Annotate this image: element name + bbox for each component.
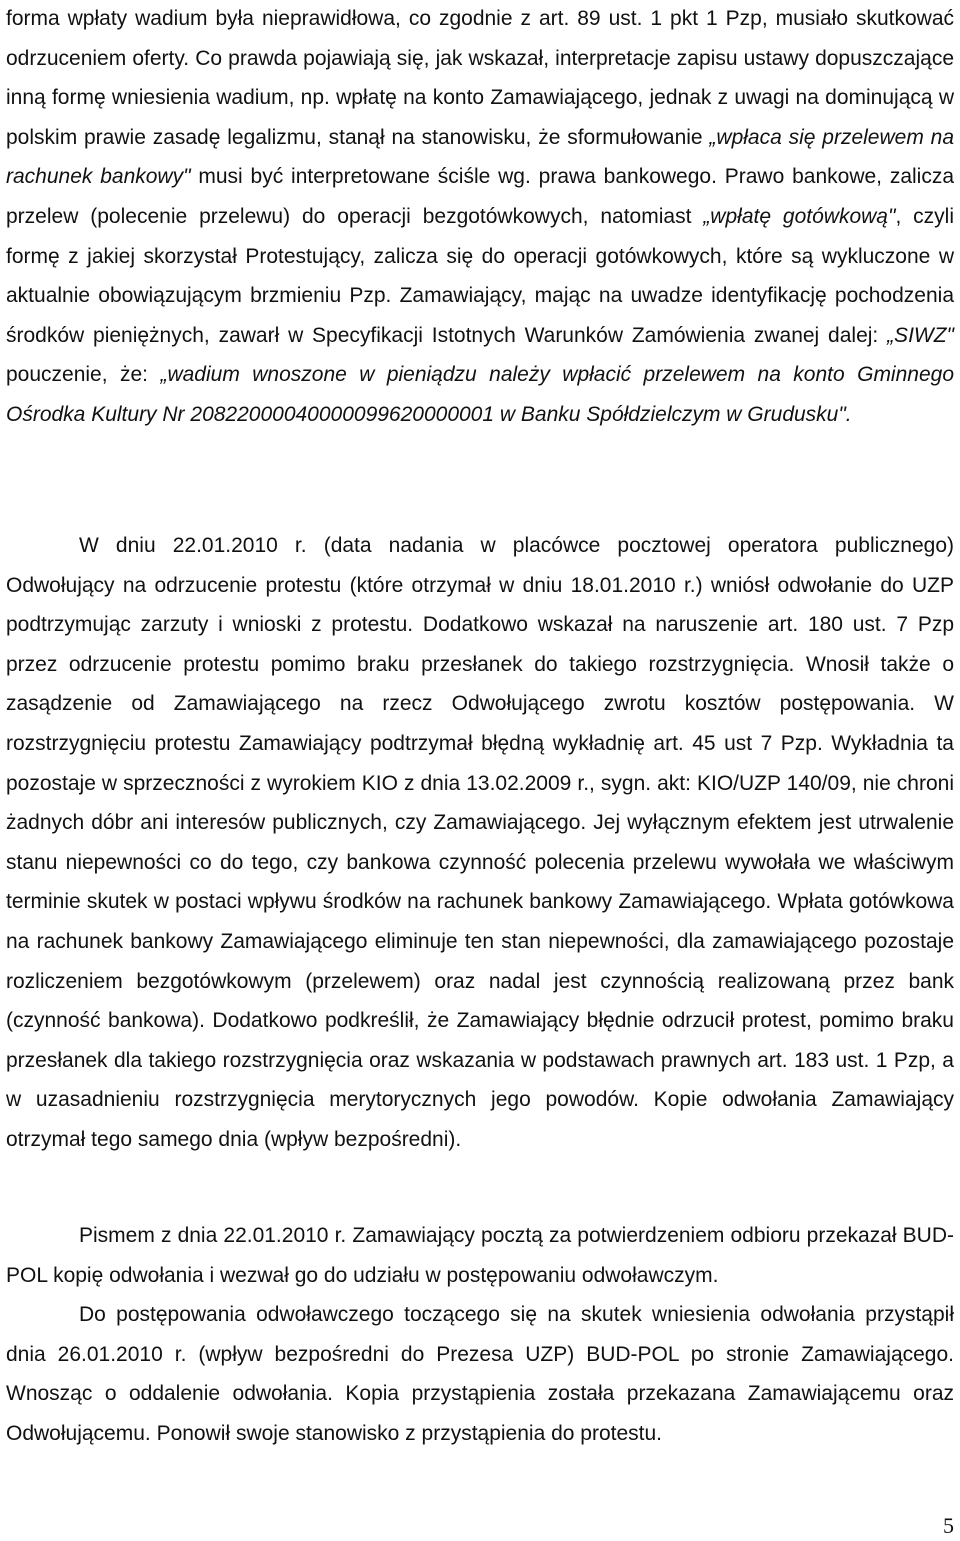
paragraph-3: Pismem z dnia 22.01.2010 r. Zamawiający pocztą za potwierdzeniem odbioru przekazał BUD-POL kopię odwołania i wezwał go do udziału w postępowaniu odwoławczym. [6, 1224, 954, 1287]
paragraph-1 [6, 0, 954, 435]
paragraph-2: W dniu 22.01.2010 r. (data nadania w placówce pocztowej operatora publicznego) Odwołujący na odrzucenie protestu (które otrzymał w dniu 18.01.2010 r.) wniósł odwołanie do UZP podtrzymując zarzuty i wnioski z protestu. Dodatkowo wskazał na naruszenie art. 180 ust. 7 Pzp przez odrzucenie protestu pomimo braku przesłanek do takiego rozstrzygnięcia. Wnosił także o zasądzenie od Zamawiającego na rzecz Odwołującego zwrotu kosztów postępowania. W rozstrzygnięciu protestu Zamawiający podtrzymał błędną wykładnię art. 45 ust 7 Pzp. Wykładnia ta pozostaje w sprzeczności z wyrokiem KIO z dnia 13.02.2009 r., sygn. akt: KIO/UZP 140/09, nie chroni żadnych dóbr ani interesów publicznych, czy Zamawiającego. Jej wyłącznym efektem jest utrwalenie stanu niepewności co do tego, czy bankowa czynność polecenia przelewu wywołała we właściwym terminie skutek w postaci wpływu środków na rachunek bankowy Zamawiającego. Wpłata gotówkowa na rachunek bankowy Zamawiającego eliminuje ten stan niepewności, dla zamawiającego pozostaje rozliczeniem bezgotówkowym (przelewem) oraz nadal jest czynnością realizowaną przez bank (czynność bankowa). Dodatkowo podkreślił, że Zamawiający błędnie odrzucił protest, pomimo braku przesłanek dla takiego rozstrzygnięcia oraz wskazania w podstawach prawnych art. 183 ust. 1 Pzp, a w uzasadnieniu rozstrzygnięcia merytorycznych jego powodów. Kopie odwołania Zamawiający otrzymał tego samego dnia (wpływ bezpośredni). [6, 534, 954, 1151]
paragraph-1-text-c: , czyli formę z jakiej skorzystał Protestujący, zalicza się do operacji gotówkowych, które są wykluczone w aktualnie obowiązującym brzmieniu Pzp. Zamawiający, mając na uwadze identyfikację pochodzenia środków pieniężnych, zawarł w Specyfikacji Istotnych Warunków Zamówienia zwanej dalej: [6, 204, 955, 347]
paragraph-4: Do postępowania odwoławczego toczącego się na skutek wniesienia odwołania przystąpił dnia 26.01.2010 r. (wpływ bezpośredni do Prezesa UZP) BUD-POL po stronie Zamawiającego. Wnosząc o oddalenie odwołania. Kopia przystąpienia została przekazana Zamawiającemu oraz Odwołującemu. Ponowił swoje stanowisko z przystąpienia do protestu. [6, 1303, 954, 1445]
paragraph-1-quote-a: „wpłaca się przelewem na rachunek bankowy" [6, 125, 954, 189]
page-number: 5 [943, 1513, 954, 1538]
paragraph-1-text-a: forma wpłaty wadium była nieprawidłowa, co zgodnie z art. 89 ust. 1 pkt 1 Pzp, musiało skutkować odrzuceniem oferty. Co prawda pojawiają się, jak wskazał, interpretacje zapisu ustawy dopuszczające inną formę wniesienia wadium, np. wpłatę na konto Zamawiającego, jednak z uwagi na dominującą w polskim prawie zasadę legalizmu, stanął na stanowisku, że sformułowanie [6, 7, 954, 149]
paragraph-1-quote-b: „wpłatę gotówkową" [703, 204, 896, 228]
paragraph-1-text-d: pouczenie, że: [6, 363, 161, 387]
paragraph-1-quote-c: „SIWZ" [887, 323, 954, 347]
paragraph-1-text-b: musi być interpretowane ściśle wg. prawa bankowego. Prawo bankowe, zalicza przelew (polecenie przelewu) do operacji bezgotówkowych, natomiast [6, 165, 955, 228]
paragraph-1-quote-d: „wadium wnoszone w pieniądzu należy wpłacić przelewem na konto Gminnego Ośrodka Kultury Nr 20822000040000099620000001 w Banku Spółdzielczym w Grudusku". [6, 363, 954, 426]
